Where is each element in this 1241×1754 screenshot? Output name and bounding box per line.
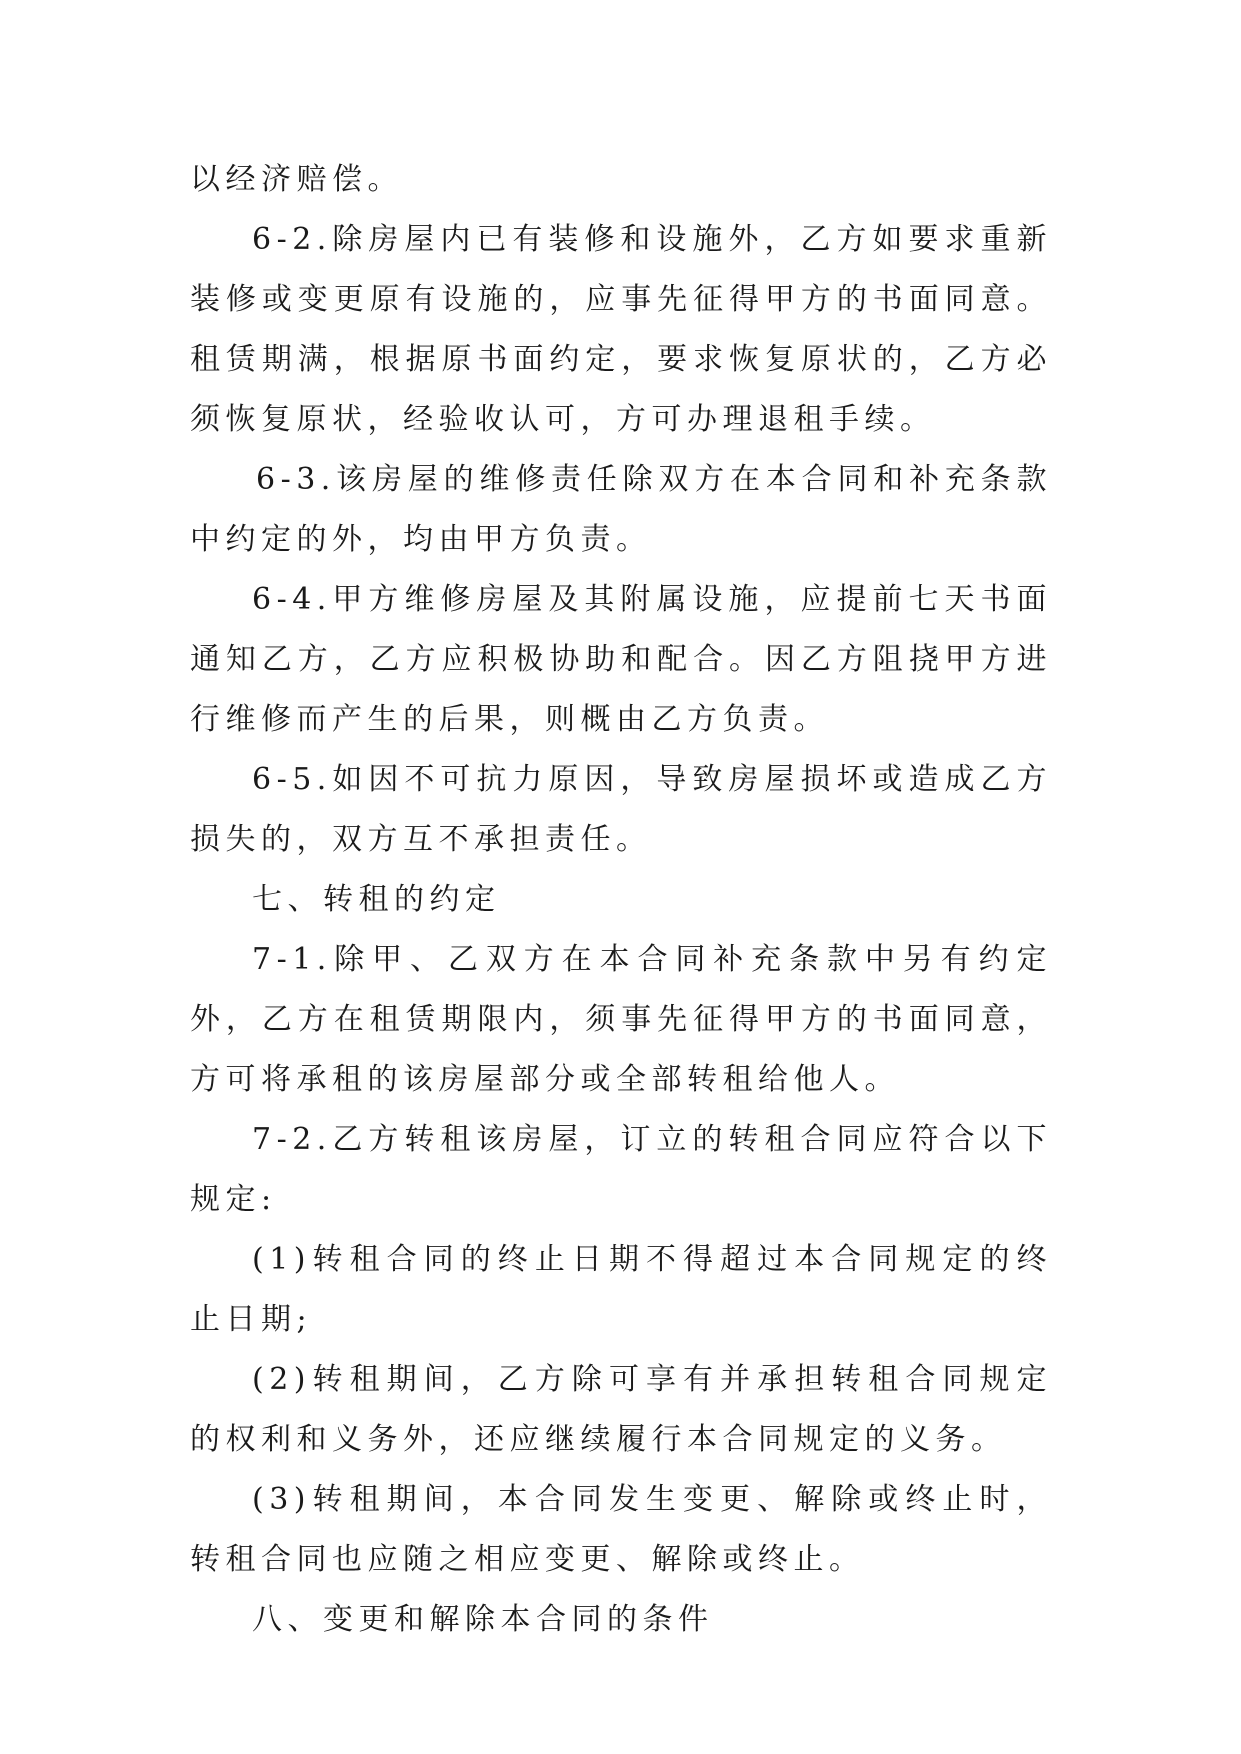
clause-6-5: 6-5.如因不可抗力原因，导致房屋损坏或造成乙方损失的，双方互不承担责任。	[190, 762, 1052, 857]
clause-6-4: 6-4.甲方维修房屋及其附属设施，应提前七天书面通知乙方，乙方应积极协助和配合。因乙方阻挠甲方进行维修而产生的后果，则概由乙方负责。	[190, 582, 1052, 737]
clause-7-1: 7-1.除甲、乙双方在本合同补充条款中另有约定外，乙方在租赁期限内，须事先征得甲方的书面同意，方可将承租的该房屋部分或全部转租给他人。	[190, 942, 1052, 1097]
clause-7-2: 7-2.乙方转租该房屋，订立的转租合同应符合以下规定:	[190, 1122, 1052, 1217]
section-heading-8: 八、变更和解除本合同的条件	[252, 1602, 714, 1637]
paragraph-compensation-tail: 以经济赔偿。	[190, 162, 403, 197]
clause-7-2-item-1: (1)转租合同的终止日期不得超过本合同规定的终止日期;	[190, 1242, 1052, 1337]
clause-7-2-item-3: (3)转租期间，本合同发生变更、解除或终止时，转租合同也应随之相应变更、解除或终止。	[190, 1482, 1052, 1577]
clause-6-3: 6-3.该房屋的维修责任除双方在本合同和补充条款中约定的外，均由甲方负责。	[190, 462, 1052, 557]
section-heading-7: 七、转租的约定	[252, 882, 501, 917]
clause-7-2-item-2: (2)转租期间，乙方除可享有并承担转租合同规定的权利和义务外，还应继续履行本合同规定的义务。	[190, 1362, 1052, 1457]
document-body	[190, 150, 1052, 1650]
clause-6-2: 6-2.除房屋内已有装修和设施外，乙方如要求重新装修或变更原有设施的，应事先征得甲方的书面同意。租赁期满，根据原书面约定，要求恢复原状的，乙方必须恢复原状，经验收认可，方可办理退租手续。	[190, 222, 1052, 437]
